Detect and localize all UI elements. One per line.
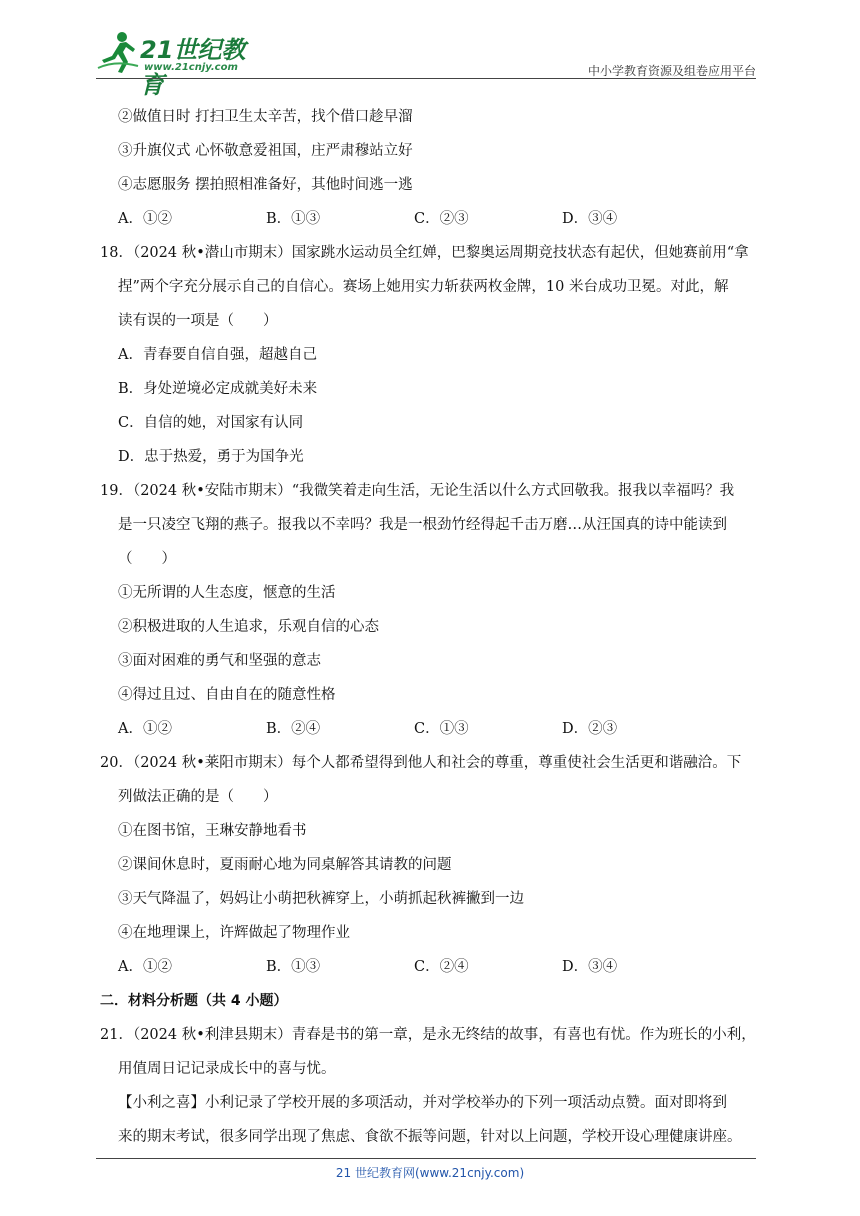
question-stem: 18．（2024 秋•潜山市期末）国家跳水运动员全红婵，巴黎奥运周期竞技状态有起伏，但她赛前用“拿 — [100, 245, 749, 261]
option-item: ③面对困难的勇气和坚强的意志 — [118, 653, 321, 669]
footer-divider — [96, 1158, 756, 1159]
question-stem: 捏”两个字充分展示自己的自信心。赛场上她用实力斩获两枚金牌，10 米台成功卫冕。对此，解 — [118, 279, 729, 295]
option-item: ③天气降温了，妈妈让小萌把秋裤穿上，小萌抓起秋裤撇到一边 — [118, 891, 524, 907]
choice-c: C．②③ — [414, 211, 469, 227]
choice-d: D．②③ — [562, 721, 618, 737]
option-item: ②积极进取的人生追求，乐观自信的心态 — [118, 619, 379, 635]
header-divider — [96, 78, 756, 79]
choice-b: B．①③ — [266, 211, 321, 227]
choice-b: B．身处逆境必定成就美好未来 — [118, 381, 318, 397]
question-stem: 19．（2024 秋•安陆市期末）“我微笑着走向生活，无论生活以什么方式回敬我。报我以幸福吗？我 — [100, 483, 735, 499]
choice-a: A．①② — [118, 959, 172, 975]
question-stem: 20．（2024 秋•莱阳市期末）每个人都希望得到他人和社会的尊重，尊重使社会生活更和谐融洽。下 — [100, 755, 742, 771]
answer-choices — [118, 950, 766, 984]
option-item: ④得过且过、自由自在的随意性格 — [118, 687, 336, 703]
question-stem: 读有误的一项是（ ） — [118, 313, 278, 329]
paragraph-line: 【小利之喜】小利记录了学校开展的多项活动，并对学校举办的下列一项活动点赞。面对即将到 — [118, 1095, 727, 1111]
logo-text: 21世纪教育 — [140, 36, 246, 99]
choice-a: A．①② — [118, 721, 172, 737]
choice-d: D．③④ — [562, 211, 618, 227]
question-stem: 列做法正确的是（ ） — [118, 789, 278, 805]
choice-a: A．青春要自信自强，超越自己 — [118, 347, 317, 363]
option-item: ④志愿服务 摆拍照相准备好，其他时间逃一逃 — [118, 177, 413, 193]
question-stem: 21．（2024 秋•利津县期末）青春是书的第一章，是永无终结的故事，有喜也有忧。作为班长的小利， — [100, 1027, 756, 1043]
question-stem: （ ） — [118, 551, 176, 567]
page-header — [96, 22, 756, 99]
page-footer[interactable]: 21 世纪教育网(www.21cnjy.com) — [335, 1166, 525, 1180]
option-item: ①无所谓的人生态度，惬意的生活 — [118, 585, 336, 601]
question-stem: 是一只凌空飞翔的燕子。报我以不幸吗？我是一根劲竹经得起千击万磨…从汪国真的诗中能读到 — [118, 517, 727, 533]
choice-d: D．忠于热爱，勇于为国争光 — [118, 449, 304, 465]
option-item: ②做值日时 打扫卫生太辛苦，找个借口趁早溜 — [118, 109, 413, 125]
section-heading: 二．材料分析题（共 4 小题） — [100, 993, 288, 1009]
option-item: ③升旗仪式 心怀敬意爱祖国，庄严肃穆站立好 — [118, 143, 413, 159]
choice-c: C．②④ — [414, 959, 469, 975]
choice-a: A．①② — [118, 211, 172, 227]
choice-d: D．③④ — [562, 959, 618, 975]
platform-tagline: 中小学教育资源及组卷应用平台 — [587, 64, 756, 78]
logo-url: www.21cnjy.com — [144, 62, 238, 73]
option-item: ①在图书馆，王琳安静地看书 — [118, 823, 307, 839]
answer-choices — [118, 712, 766, 746]
logo — [96, 30, 266, 99]
answer-choices — [118, 202, 766, 236]
choice-b: B．②④ — [266, 721, 321, 737]
option-item: ②课间休息时，夏雨耐心地为同桌解答其请教的问题 — [118, 857, 452, 873]
question-stem: 用值周日记记录成长中的喜与忧。 — [118, 1061, 336, 1077]
choice-c: C．自信的她，对国家有认同 — [118, 415, 304, 431]
paragraph-line: 来的期末考试，很多同学出现了焦虑、食欲不振等问题，针对以上问题，学校开设心理健康讲座。 — [118, 1129, 742, 1145]
choice-b: B．①③ — [266, 959, 321, 975]
runner-logo-icon — [96, 30, 140, 76]
option-item: ④在地理课上，许辉做起了物理作业 — [118, 925, 350, 941]
document-body — [100, 100, 766, 1154]
choice-c: C．①③ — [414, 721, 469, 737]
